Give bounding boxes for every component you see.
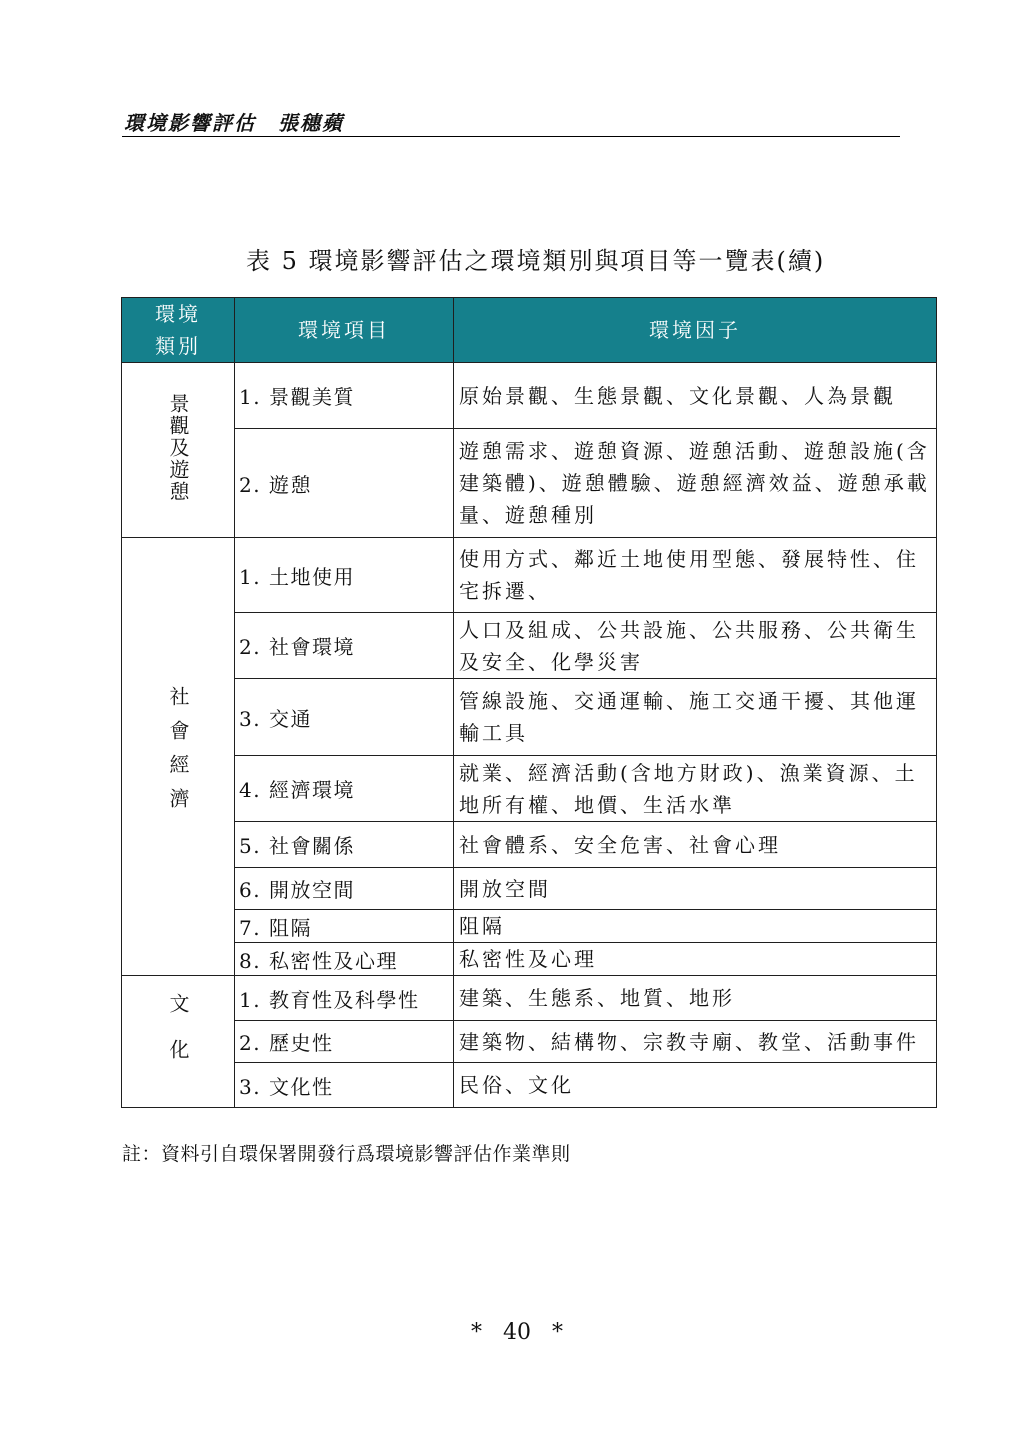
table-row (122, 868, 937, 910)
item-cell: 1. 教育性及科學性 (235, 976, 454, 1021)
item-cell: 8. 私密性及心理 (235, 943, 454, 976)
factors-cell: 私密性及心理 (454, 943, 937, 976)
table-row (122, 1021, 937, 1063)
item-cell: 2. 社會環境 (235, 613, 454, 679)
table-row (122, 756, 937, 822)
category-cell (122, 363, 235, 538)
table-row (122, 613, 937, 679)
factors-cell: 阻隔 (454, 910, 937, 943)
table-body (122, 363, 937, 1108)
table-header-row (122, 298, 937, 363)
header-cell-item: 環境項目 (235, 298, 454, 363)
item-cell: 6. 開放空間 (235, 868, 454, 910)
page-number: * 40 * (471, 1320, 563, 1345)
item-cell: 3. 文化性 (235, 1063, 454, 1108)
category-label: 社會經濟 (166, 686, 190, 822)
category-label: 景觀及遊憩 (166, 392, 190, 503)
factors-cell: 建築、生態系、地質、地形 (454, 976, 937, 1021)
category-label: 文化 (166, 993, 190, 1085)
table-row (122, 538, 937, 613)
factors-cell: 遊憩需求、遊憩資源、遊憩活動、遊憩設施(含建築體)、遊憩體驗、遊憩經濟效益、遊憩承載量、遊憩種別 (454, 429, 937, 538)
table-row (122, 976, 937, 1021)
table-row (122, 429, 937, 538)
table-row (122, 363, 937, 429)
factors-cell: 開放空間 (454, 868, 937, 910)
item-cell: 1. 土地使用 (235, 538, 454, 613)
running-title: 環境影響評估 張穗蘋 (124, 111, 344, 135)
header-cell-factors: 環境因子 (454, 298, 937, 363)
factors-cell: 管線設施、交通運輸、施工交通干擾、其他運輸工具 (454, 679, 937, 756)
header-rule (122, 136, 900, 137)
category-cell (122, 976, 235, 1108)
factors-cell: 原始景觀、生態景觀、文化景觀、人為景觀 (454, 363, 937, 429)
item-cell: 2. 遊憩 (235, 429, 454, 538)
table-row (122, 679, 937, 756)
factors-cell: 民俗、文化 (454, 1063, 937, 1108)
factors-cell: 人口及組成、公共設施、公共服務、公共衛生及安全、化學災害 (454, 613, 937, 679)
environment-table (121, 297, 937, 1108)
item-cell: 5. 社會關係 (235, 822, 454, 868)
table-title: 表 5 環境影響評估之環境類別與項目等一覽表(續) (246, 247, 826, 275)
item-cell: 4. 經濟環境 (235, 756, 454, 822)
table-row (122, 1063, 937, 1108)
factors-cell: 社會體系、安全危害、社會心理 (454, 822, 937, 868)
factors-cell: 使用方式、鄰近土地使用型態、發展特性、住宅拆遷、 (454, 538, 937, 613)
table-row (122, 943, 937, 976)
table-row (122, 910, 937, 943)
note-text: 註：資料引自環保署開發行爲環境影響評估作業準則 (122, 1143, 571, 1165)
table-row (122, 822, 937, 868)
item-cell: 3. 交通 (235, 679, 454, 756)
factors-cell: 就業、經濟活動(含地方財政)、漁業資源、土地所有權、地價、生活水準 (454, 756, 937, 822)
factors-cell: 建築物、結構物、宗教寺廟、教堂、活動事件 (454, 1021, 937, 1063)
item-cell: 2. 歷史性 (235, 1021, 454, 1063)
item-cell: 1. 景觀美質 (235, 363, 454, 429)
header-cell-category: 環境 類別 (122, 298, 235, 363)
item-cell: 7. 阻隔 (235, 910, 454, 943)
category-cell (122, 538, 235, 976)
